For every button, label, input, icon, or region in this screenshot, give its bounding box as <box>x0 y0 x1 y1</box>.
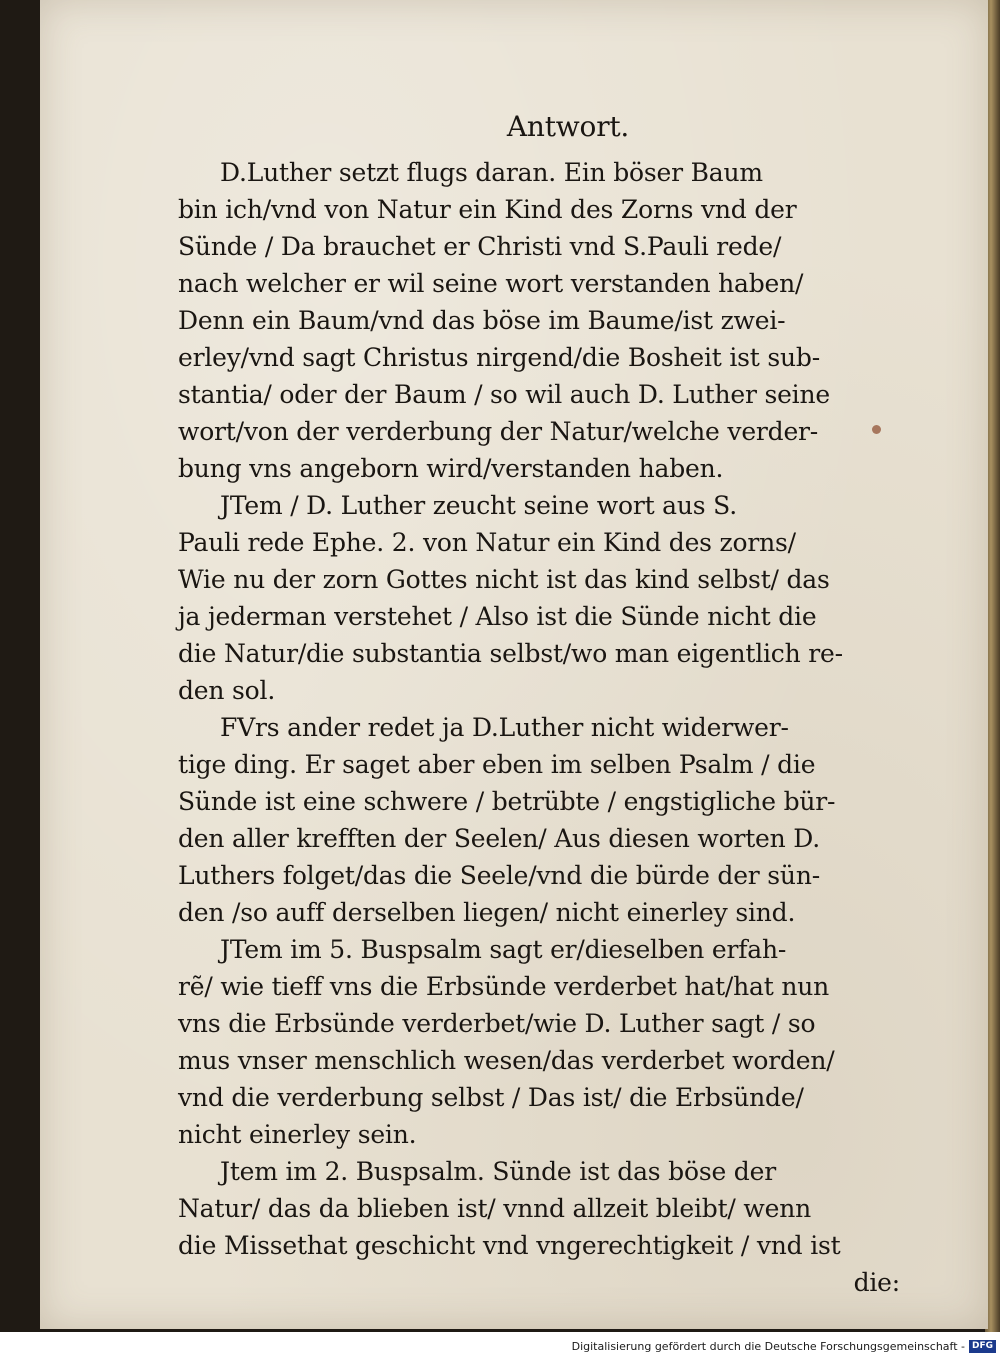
text-line: tige ding. Er saget aber eben im selben Psalm / die <box>178 750 816 779</box>
text-line: den /so auff derselben liegen/ nicht einerley sind. <box>178 898 796 927</box>
text-line: FVrs ander redet ja D.Luther nicht widerwer- <box>220 713 789 742</box>
text-line: Sünde ist eine schwere / betrübte / engstigliche bür- <box>178 787 836 816</box>
text-line: nach welcher er wil seine wort verstanden haben/ <box>178 269 804 298</box>
text-line: D.Luther setzt flugs daran. Ein böser Baum <box>220 158 763 187</box>
text-line: bin ich/vnd von Natur ein Kind des Zorns vnd der <box>178 195 797 224</box>
text-line: vnd die verderbung selbst / Das ist/ die Erbsünde/ <box>178 1083 804 1112</box>
dfg-logo: DFG <box>969 1340 996 1353</box>
text-line: Natur/ das da blieben ist/ vnnd allzeit bleibt/ wenn <box>178 1194 811 1223</box>
text-line: Pauli rede Ephe. 2. von Natur ein Kind des zorns/ <box>178 528 796 557</box>
text-line: Denn ein Baum/vnd das böse im Baume/ist zwei- <box>178 306 786 335</box>
text-line: ja jederman verstehet / Also ist die Sünde nicht die <box>178 602 817 631</box>
text-line: stantia/ oder der Baum / so wil auch D. Luther seine <box>178 380 830 409</box>
text-line: Sünde / Da brauchet er Christi vnd S.Pauli rede/ <box>178 232 782 261</box>
text-line: die Natur/die substantia selbst/wo man eigentlich re- <box>178 639 843 668</box>
text-line: nicht einerley sein. <box>178 1120 417 1149</box>
page-heading: Antwort. <box>506 110 630 143</box>
text-line: bung vns angeborn wird/verstanden haben. <box>178 454 724 483</box>
text-line: rẽ/ wie tieff vns die Erbsünde verderbet hat/hat nun <box>178 972 830 1001</box>
catchword: die: <box>853 1268 900 1297</box>
page-text <box>178 100 918 1301</box>
text-line: JTem im 5. Buspsalm sagt er/dieselben erfah- <box>220 935 787 964</box>
text-line: den aller krefften der Seelen/ Aus diesen worten D. <box>178 824 820 853</box>
text-line: erley/vnd sagt Christus nirgend/die Bosheit ist sub- <box>178 343 820 372</box>
footer-credit: Digitalisierung gefördert durch die Deutsche Forschungsgemeinschaft - <box>571 1340 965 1353</box>
footer <box>572 1340 996 1353</box>
text-line: mus vnser menschlich wesen/das verderbet worden/ <box>178 1046 835 1075</box>
text-lines <box>178 154 918 1264</box>
text-line: Wie nu der zorn Gottes nicht ist das kind selbst/ das <box>178 565 830 594</box>
text-line: wort/von der verderbung der Natur/welche verder- <box>178 417 819 446</box>
text-line: Jtem im 2. Buspsalm. Sünde ist das böse der <box>220 1157 776 1186</box>
text-line: die Missethat geschicht vnd vngerechtigkeit / vnd ist <box>178 1231 841 1260</box>
text-line: den sol. <box>178 676 276 705</box>
text-line: JTem / D. Luther zeucht seine wort aus S. <box>220 491 737 520</box>
text-line: vns die Erbsünde verderbet/wie D. Luther sagt / so <box>178 1009 816 1038</box>
text-line: Luthers folget/das die Seele/vnd die bürde der sün- <box>178 861 820 890</box>
